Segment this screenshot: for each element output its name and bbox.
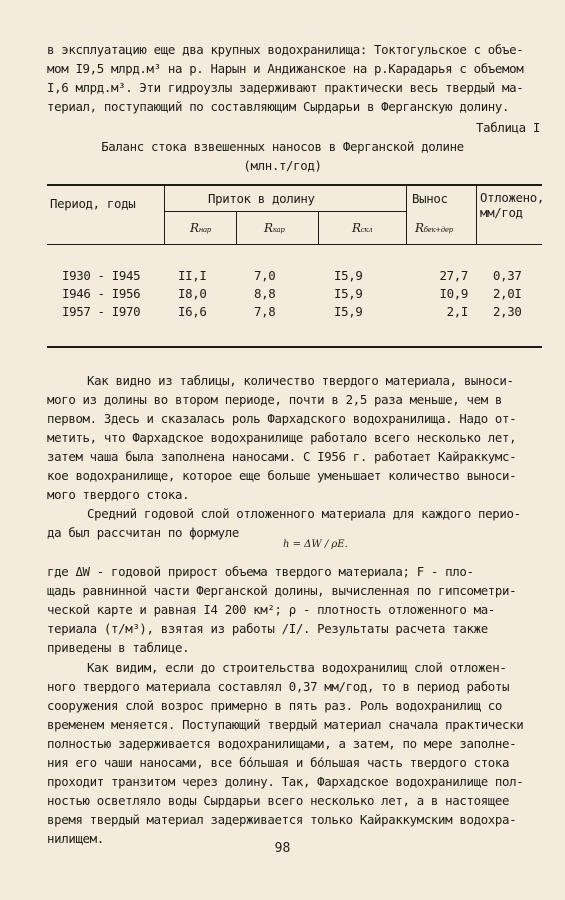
table-inflow-rule — [164, 211, 406, 212]
text-line: временем меняется. Поступающий твердый материал сначала практически — [47, 717, 524, 732]
text-line: затем чаша была заполнена наносами. С I956 г. работает Кайраккумс- — [47, 449, 517, 464]
cell-dep: 0,37 — [493, 268, 522, 283]
text-line: Как видно из таблицы, количество твердого материала, выноси- — [87, 373, 514, 388]
cell-skl: I5,9 — [334, 304, 363, 319]
text-line: полностью задерживается водохранилищами, а затем, по мере заполне- — [47, 736, 517, 751]
cell-skl: I5,9 — [334, 268, 363, 283]
text-line: где ΔW - годовой прирост объема твердого материала; F - пло- — [47, 564, 474, 579]
table-divider — [164, 185, 165, 244]
header-r-nar: Rнар — [190, 221, 211, 235]
text-line: в эксплуатацию еще два крупных водохранилища: Токтогульское с объе- — [47, 42, 524, 57]
text-line: нилищем. — [47, 831, 104, 846]
cell-period: I957 - I970 — [62, 304, 141, 319]
text-line: териал, поступающий по составляющим Сырдарьи в Ферганскую долину. — [47, 99, 510, 114]
table-title: Баланс стока взвешенных наносов в Ферганской долине — [101, 139, 464, 154]
text-line: щадь равнинной части Ферганской долины, вычисленная по гипсометри- — [47, 583, 517, 598]
table-divider — [236, 212, 237, 244]
cell-period: I930 - I945 — [62, 268, 141, 283]
text-line: да был рассчитан по формуле — [47, 525, 239, 540]
header-period: Период, годы — [50, 196, 136, 211]
cell-kar: 7,8 — [254, 304, 276, 319]
cell-out: 27,7 — [439, 268, 468, 283]
table-bottom-rule — [47, 346, 542, 348]
page-number: 98 — [274, 841, 291, 856]
cell-out: 2,I — [446, 304, 468, 319]
cell-kar: 7,0 — [254, 268, 276, 283]
header-r-out: Rбек+дер — [415, 221, 453, 235]
text-line: ческой карте и равная I4 200 км²; ρ - плотность отложенного ма- — [47, 602, 495, 617]
table-top-rule — [47, 184, 542, 186]
table-divider — [476, 185, 477, 244]
formula: h = ΔW / ρE. — [283, 539, 348, 550]
table-divider — [406, 185, 407, 244]
header-outflow: Вынос — [412, 191, 448, 206]
text-line: Средний годовой слой отложенного материала для каждого перио- — [87, 506, 521, 521]
header-inflow: Приток в долину — [208, 191, 315, 206]
table-units: (млн.т/год) — [243, 158, 322, 173]
text-line: мом I9,5 млрд.м³ на р. Нарын и Андижанское на р.Карадарья с объемом — [47, 61, 524, 76]
cell-out: I0,9 — [439, 286, 468, 301]
table-divider — [318, 212, 319, 244]
text-line: ного твердого материала составлял 0,37 мм/год, то в период работы — [47, 679, 510, 694]
cell-dep: 2,30 — [493, 304, 522, 319]
table-label: Таблица I — [476, 120, 540, 135]
cell-nar: I6,6 — [178, 304, 207, 319]
cell-kar: 8,8 — [254, 286, 276, 301]
text-line: метить, что Фархадское водохранилище работало всего несколько лет, — [47, 430, 517, 445]
cell-period: I946 - I956 — [62, 286, 141, 301]
text-line: ностью осветляло воды Сырдарьи всего несколько лет, а в настоящее — [47, 793, 510, 808]
table-header-rule — [47, 244, 542, 245]
text-line: териала (т/м³), взятая из работы /I/. Результаты расчета также — [47, 621, 488, 636]
text-line: мого твердого стока. — [47, 487, 190, 502]
cell-nar: II,I — [178, 268, 207, 283]
text-line: ния его чаши наносами, все бо́льшая и бо́льшая часть твердого стока — [47, 755, 510, 770]
text-line: первом. Здесь и сказалась роль Фархадского водохранилища. Надо от- — [47, 411, 517, 426]
text-line: сооружения слой возрос примерно в пять раз. Роль водохранилищ со — [47, 698, 503, 713]
text-line: время твердый материал задерживается только Кайраккумским водохра- — [47, 812, 517, 827]
text-line: кое водохранилище, которое еще больше уменьшает количество выноси- — [47, 468, 517, 483]
header-r-kar: Rкар — [264, 221, 285, 235]
text-line: мого из долины во втором периоде, почти в 2,5 раза меньше, чем в — [47, 392, 503, 407]
text-line: проходит транзитом через долину. Так, Фархадское водохранилище пол- — [47, 774, 524, 789]
header-deposit: мм/год — [480, 205, 523, 220]
cell-dep: 2,0I — [493, 286, 522, 301]
text-line: Как видим, если до строительства водохранилищ слой отложен- — [87, 660, 507, 675]
header-r-skl: Rскл — [352, 221, 373, 235]
text-line: I,6 млрд.м³. Эти гидроузлы задерживают практически весь твердый ма- — [47, 80, 524, 95]
text-line: приведены в таблице. — [47, 640, 190, 655]
cell-nar: I8,0 — [178, 286, 207, 301]
header-deposit: Отложено, — [480, 190, 544, 205]
cell-skl: I5,9 — [334, 286, 363, 301]
